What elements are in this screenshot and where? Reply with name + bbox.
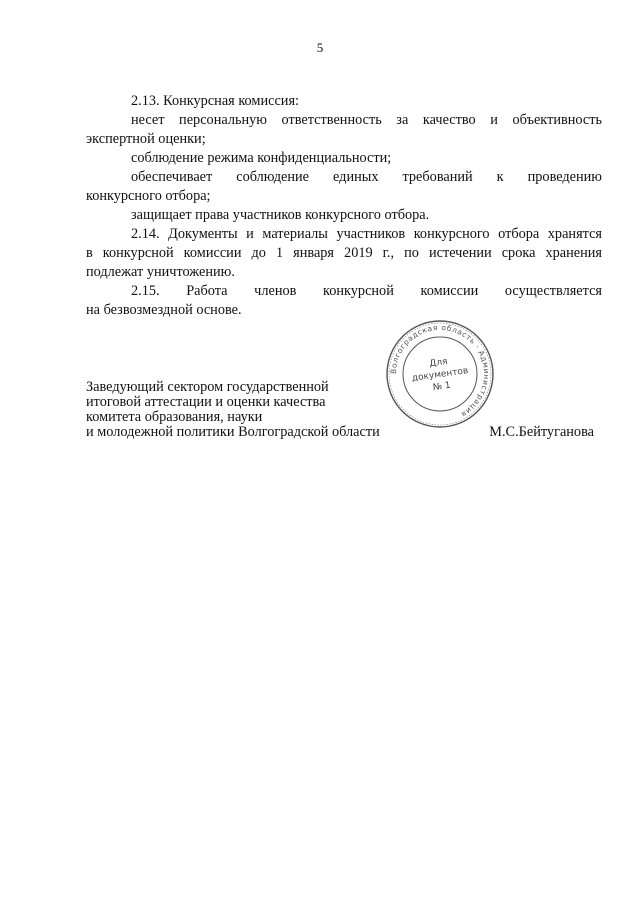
paragraph-2-14-line1: 2.14. Документы и материалы участников конкурсного отбора хранятся: [131, 226, 602, 242]
stamp-center-line1: Для: [428, 356, 449, 370]
paragraph-requirements-line1: обеспечивает соблюдение единых требований к проведению: [131, 169, 602, 185]
signature-title-line2: итоговой аттестации и оценки качества: [86, 394, 326, 410]
paragraph-responsibility-line2: экспертной оценки;: [86, 131, 206, 147]
paragraph-rights: защищает права участников конкурсного отбора.: [131, 207, 430, 223]
paragraph-2-14-line2: в конкурсной комиссии до 1 января 2019 г., по истечении срока хранения: [86, 245, 602, 261]
paragraph-2-15-line2: на безвозмездной основе.: [86, 302, 242, 318]
paragraph-2-13-heading: 2.13. Конкурсная комиссия:: [131, 93, 300, 109]
paragraph-confidentiality: соблюдение режима конфиденциальности;: [131, 150, 392, 166]
document-body: [86, 92, 602, 320]
signature-block: [86, 380, 602, 440]
stamp-center-line2: документов: [411, 366, 469, 384]
page-number: 5: [316, 40, 324, 55]
signature-title-line3: комитета образования, науки: [86, 409, 263, 425]
signatory-name: М.С.Бейтуганова: [489, 424, 594, 440]
signature-title-line4: и молодежной политики Волгоградской области: [86, 424, 380, 440]
stamp-center-line3: № 1: [432, 380, 452, 394]
paragraph-responsibility-line1: несет персональную ответственность за качество и объективность: [131, 112, 602, 128]
paragraph-requirements-line2: конкурсного отбора;: [86, 188, 211, 204]
signature-last-row: [86, 425, 602, 440]
stamp-ring-text: Волгоградская область · Администрация: [388, 322, 492, 420]
signature-title-line1: Заведующий сектором государственной: [86, 379, 329, 395]
paragraph-2-14-line3: подлежат уничтожению.: [86, 264, 235, 280]
paragraph-2-15-line1: 2.15. Работа членов конкурсной комиссии осуществляется: [131, 283, 602, 299]
